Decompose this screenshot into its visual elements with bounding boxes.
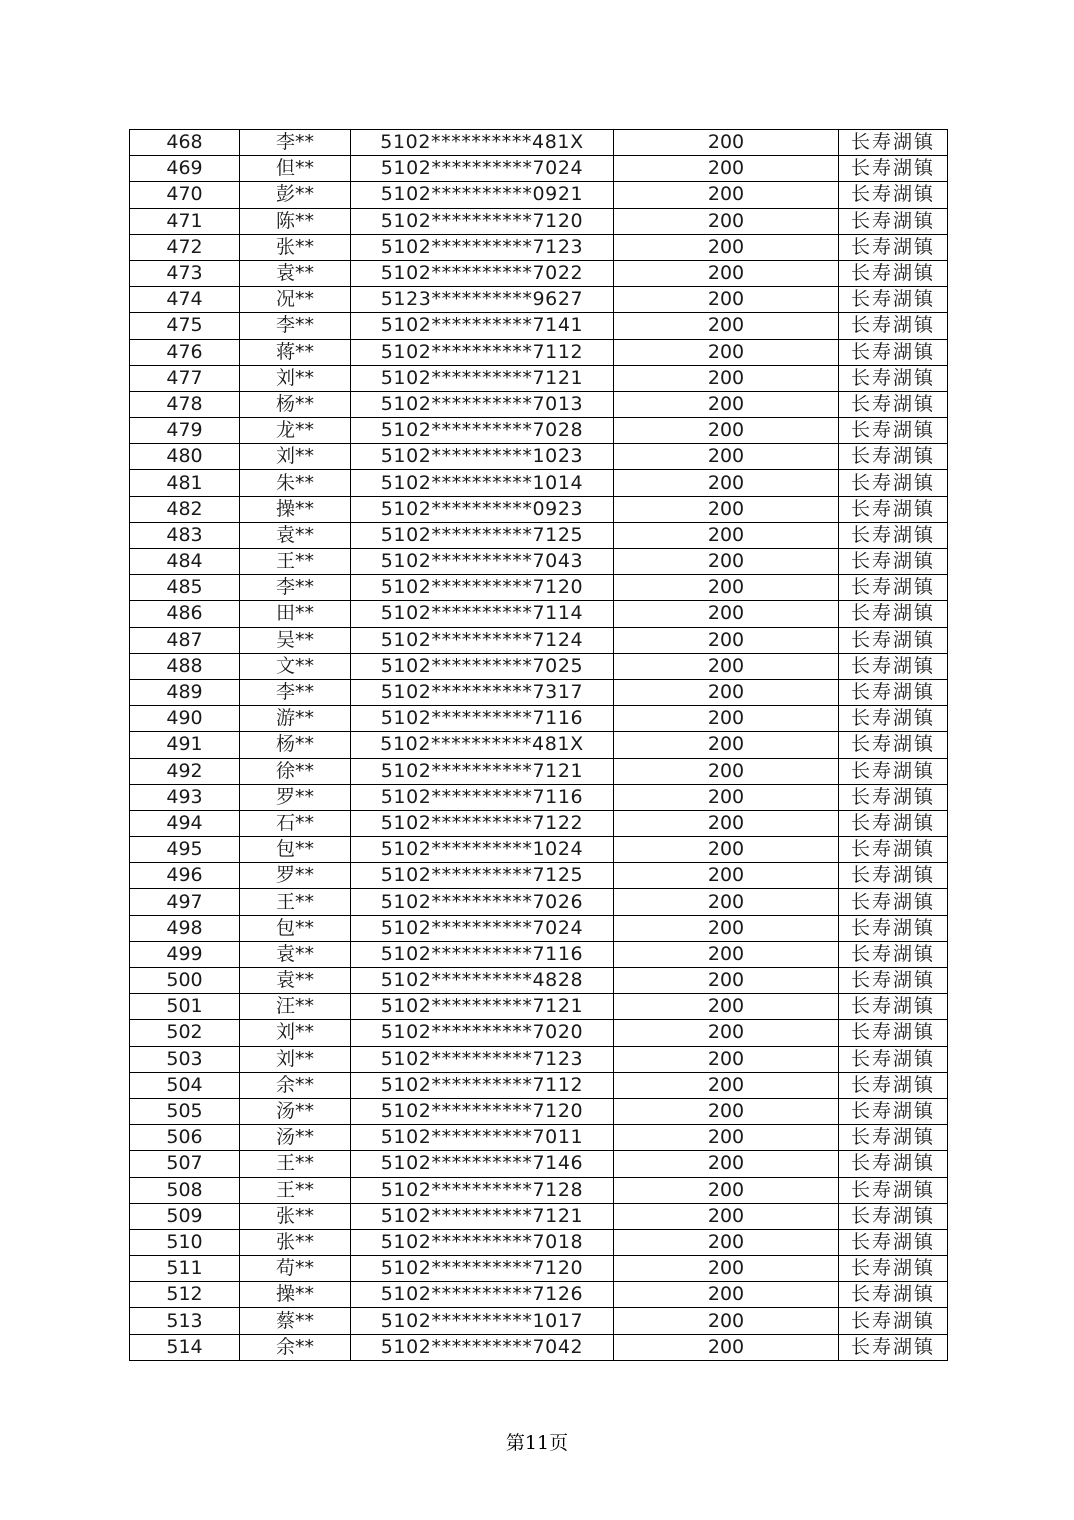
cell-town: 长寿湖镇 <box>839 601 948 627</box>
cell-amount: 200 <box>614 1282 839 1308</box>
cell-amount: 200 <box>614 156 839 182</box>
cell-id-number: 5102**********7123 <box>351 234 614 260</box>
table-row <box>130 1203 948 1229</box>
cell-id-number: 5102**********7011 <box>351 1125 614 1151</box>
cell-amount: 200 <box>614 1334 839 1360</box>
cell-serial-number: 492 <box>130 758 240 784</box>
cell-name: 袁** <box>240 522 351 548</box>
cell-town: 长寿湖镇 <box>839 1151 948 1177</box>
cell-amount: 200 <box>614 522 839 548</box>
cell-name: 徐** <box>240 758 351 784</box>
cell-name: 苟** <box>240 1256 351 1282</box>
cell-amount: 200 <box>614 182 839 208</box>
cell-name: 余** <box>240 1334 351 1360</box>
table-row <box>130 156 948 182</box>
cell-amount: 200 <box>614 968 839 994</box>
cell-name: 吴** <box>240 627 351 653</box>
cell-amount: 200 <box>614 418 839 444</box>
cell-serial-number: 498 <box>130 915 240 941</box>
cell-town: 长寿湖镇 <box>839 313 948 339</box>
cell-town: 长寿湖镇 <box>839 679 948 705</box>
cell-id-number: 5102**********0921 <box>351 182 614 208</box>
table-row <box>130 208 948 234</box>
cell-name: 李** <box>240 313 351 339</box>
cell-amount: 200 <box>614 1072 839 1098</box>
cell-id-number: 5102**********481X <box>351 732 614 758</box>
cell-id-number: 5102**********1017 <box>351 1308 614 1334</box>
cell-amount: 200 <box>614 1125 839 1151</box>
cell-id-number: 5102**********1014 <box>351 470 614 496</box>
cell-amount: 200 <box>614 444 839 470</box>
table-row <box>130 496 948 522</box>
cell-town: 长寿湖镇 <box>839 1177 948 1203</box>
cell-serial-number: 475 <box>130 313 240 339</box>
cell-amount: 200 <box>614 1151 839 1177</box>
cell-town: 长寿湖镇 <box>839 418 948 444</box>
table-row <box>130 758 948 784</box>
cell-name: 汤** <box>240 1125 351 1151</box>
cell-name: 操** <box>240 496 351 522</box>
cell-town: 长寿湖镇 <box>839 130 948 156</box>
cell-serial-number: 476 <box>130 339 240 365</box>
cell-id-number: 5102**********7116 <box>351 706 614 732</box>
table-row <box>130 234 948 260</box>
cell-town: 长寿湖镇 <box>839 889 948 915</box>
cell-town: 长寿湖镇 <box>839 470 948 496</box>
cell-serial-number: 480 <box>130 444 240 470</box>
cell-name: 蔡** <box>240 1308 351 1334</box>
cell-id-number: 5102**********7022 <box>351 260 614 286</box>
table-row <box>130 391 948 417</box>
cell-serial-number: 506 <box>130 1125 240 1151</box>
cell-town: 长寿湖镇 <box>839 968 948 994</box>
cell-serial-number: 487 <box>130 627 240 653</box>
table-row <box>130 679 948 705</box>
cell-id-number: 5102**********7120 <box>351 1098 614 1124</box>
cell-name: 文** <box>240 653 351 679</box>
cell-id-number: 5102**********7028 <box>351 418 614 444</box>
cell-serial-number: 488 <box>130 653 240 679</box>
cell-serial-number: 496 <box>130 863 240 889</box>
cell-amount: 200 <box>614 1177 839 1203</box>
cell-name: 但** <box>240 156 351 182</box>
cell-amount: 200 <box>614 627 839 653</box>
cell-town: 长寿湖镇 <box>839 1282 948 1308</box>
cell-amount: 200 <box>614 653 839 679</box>
cell-town: 长寿湖镇 <box>839 653 948 679</box>
cell-id-number: 5123**********9627 <box>351 287 614 313</box>
cell-amount: 200 <box>614 863 839 889</box>
table-row <box>130 418 948 444</box>
cell-amount: 200 <box>614 915 839 941</box>
cell-name: 杨** <box>240 732 351 758</box>
cell-serial-number: 500 <box>130 968 240 994</box>
cell-town: 长寿湖镇 <box>839 1046 948 1072</box>
cell-amount: 200 <box>614 706 839 732</box>
cell-amount: 200 <box>614 1256 839 1282</box>
cell-name: 田** <box>240 601 351 627</box>
cell-name: 袁** <box>240 260 351 286</box>
cell-serial-number: 470 <box>130 182 240 208</box>
cell-id-number: 5102**********7013 <box>351 391 614 417</box>
cell-id-number: 5102**********7116 <box>351 941 614 967</box>
cell-serial-number: 509 <box>130 1203 240 1229</box>
table-row <box>130 313 948 339</box>
table-row <box>130 889 948 915</box>
cell-name: 王** <box>240 1177 351 1203</box>
table-row <box>130 994 948 1020</box>
table-row <box>130 1020 948 1046</box>
cell-amount: 200 <box>614 1046 839 1072</box>
cell-town: 长寿湖镇 <box>839 444 948 470</box>
cell-serial-number: 468 <box>130 130 240 156</box>
table-row <box>130 784 948 810</box>
table-row <box>130 1256 948 1282</box>
cell-serial-number: 479 <box>130 418 240 444</box>
cell-town: 长寿湖镇 <box>839 496 948 522</box>
cell-name: 袁** <box>240 968 351 994</box>
cell-name: 王** <box>240 1151 351 1177</box>
cell-amount: 200 <box>614 1020 839 1046</box>
table-row <box>130 1046 948 1072</box>
cell-id-number: 5102**********7124 <box>351 627 614 653</box>
cell-town: 长寿湖镇 <box>839 784 948 810</box>
table-row <box>130 522 948 548</box>
cell-id-number: 5102**********4828 <box>351 968 614 994</box>
table-row <box>130 732 948 758</box>
cell-amount: 200 <box>614 784 839 810</box>
cell-serial-number: 510 <box>130 1229 240 1255</box>
cell-town: 长寿湖镇 <box>839 732 948 758</box>
cell-name: 杨** <box>240 391 351 417</box>
cell-amount: 200 <box>614 339 839 365</box>
cell-id-number: 5102**********7126 <box>351 1282 614 1308</box>
cell-serial-number: 474 <box>130 287 240 313</box>
cell-serial-number: 485 <box>130 575 240 601</box>
cell-amount: 200 <box>614 313 839 339</box>
cell-id-number: 5102**********7043 <box>351 549 614 575</box>
table-row <box>130 365 948 391</box>
cell-id-number: 5102**********7317 <box>351 679 614 705</box>
cell-id-number: 5102**********7024 <box>351 156 614 182</box>
table-row <box>130 1282 948 1308</box>
cell-name: 王** <box>240 549 351 575</box>
cell-serial-number: 501 <box>130 994 240 1020</box>
cell-town: 长寿湖镇 <box>839 287 948 313</box>
cell-amount: 200 <box>614 1229 839 1255</box>
roster-table <box>129 129 948 1361</box>
page-number: 第11页 <box>505 1432 569 1454</box>
cell-town: 长寿湖镇 <box>839 837 948 863</box>
cell-amount: 200 <box>614 994 839 1020</box>
table-row <box>130 1125 948 1151</box>
cell-amount: 200 <box>614 234 839 260</box>
cell-serial-number: 502 <box>130 1020 240 1046</box>
table-row <box>130 260 948 286</box>
cell-town: 长寿湖镇 <box>839 994 948 1020</box>
cell-town: 长寿湖镇 <box>839 1072 948 1098</box>
cell-serial-number: 486 <box>130 601 240 627</box>
cell-name: 游** <box>240 706 351 732</box>
cell-amount: 200 <box>614 391 839 417</box>
cell-id-number: 5102**********7123 <box>351 1046 614 1072</box>
cell-town: 长寿湖镇 <box>839 941 948 967</box>
cell-amount: 200 <box>614 365 839 391</box>
cell-id-number: 5102**********7018 <box>351 1229 614 1255</box>
cell-id-number: 5102**********7121 <box>351 365 614 391</box>
cell-id-number: 5102**********7112 <box>351 1072 614 1098</box>
cell-town: 长寿湖镇 <box>839 1334 948 1360</box>
cell-id-number: 5102**********7114 <box>351 601 614 627</box>
cell-serial-number: 491 <box>130 732 240 758</box>
table-row <box>130 1308 948 1334</box>
cell-name: 陈** <box>240 208 351 234</box>
cell-serial-number: 478 <box>130 391 240 417</box>
cell-town: 长寿湖镇 <box>839 915 948 941</box>
cell-id-number: 5102**********7025 <box>351 653 614 679</box>
cell-id-number: 5102**********7120 <box>351 575 614 601</box>
cell-serial-number: 481 <box>130 470 240 496</box>
cell-serial-number: 514 <box>130 1334 240 1360</box>
cell-name: 况** <box>240 287 351 313</box>
cell-id-number: 5102**********7125 <box>351 863 614 889</box>
cell-town: 长寿湖镇 <box>839 549 948 575</box>
cell-amount: 200 <box>614 549 839 575</box>
table-row <box>130 863 948 889</box>
cell-id-number: 5102**********7121 <box>351 758 614 784</box>
cell-amount: 200 <box>614 260 839 286</box>
table-row <box>130 1229 948 1255</box>
cell-amount: 200 <box>614 837 839 863</box>
cell-id-number: 5102**********7141 <box>351 313 614 339</box>
cell-serial-number: 504 <box>130 1072 240 1098</box>
cell-name: 操** <box>240 1282 351 1308</box>
cell-name: 罗** <box>240 784 351 810</box>
table-row <box>130 1334 948 1360</box>
cell-town: 长寿湖镇 <box>839 758 948 784</box>
table-row <box>130 706 948 732</box>
cell-name: 汤** <box>240 1098 351 1124</box>
cell-name: 李** <box>240 679 351 705</box>
cell-serial-number: 483 <box>130 522 240 548</box>
cell-town: 长寿湖镇 <box>839 1098 948 1124</box>
cell-id-number: 5102**********7122 <box>351 810 614 836</box>
cell-town: 长寿湖镇 <box>839 863 948 889</box>
cell-serial-number: 512 <box>130 1282 240 1308</box>
table-row <box>130 339 948 365</box>
cell-town: 长寿湖镇 <box>839 522 948 548</box>
table-row <box>130 837 948 863</box>
cell-town: 长寿湖镇 <box>839 182 948 208</box>
roster-table-body <box>130 130 948 1361</box>
cell-town: 长寿湖镇 <box>839 234 948 260</box>
cell-name: 李** <box>240 130 351 156</box>
cell-serial-number: 489 <box>130 679 240 705</box>
table-row <box>130 601 948 627</box>
cell-serial-number: 494 <box>130 810 240 836</box>
cell-serial-number: 490 <box>130 706 240 732</box>
cell-amount: 200 <box>614 1098 839 1124</box>
cell-town: 长寿湖镇 <box>839 1020 948 1046</box>
cell-town: 长寿湖镇 <box>839 339 948 365</box>
table-row <box>130 470 948 496</box>
cell-name: 包** <box>240 837 351 863</box>
cell-amount: 200 <box>614 496 839 522</box>
cell-amount: 200 <box>614 130 839 156</box>
table-row <box>130 130 948 156</box>
table-row <box>130 444 948 470</box>
cell-name: 朱** <box>240 470 351 496</box>
cell-serial-number: 473 <box>130 260 240 286</box>
cell-id-number: 5102**********7026 <box>351 889 614 915</box>
cell-town: 长寿湖镇 <box>839 260 948 286</box>
cell-amount: 200 <box>614 758 839 784</box>
cell-name: 石** <box>240 810 351 836</box>
cell-id-number: 5102**********7042 <box>351 1334 614 1360</box>
cell-id-number: 5102**********7121 <box>351 994 614 1020</box>
cell-amount: 200 <box>614 1203 839 1229</box>
cell-amount: 200 <box>614 889 839 915</box>
cell-id-number: 5102**********7128 <box>351 1177 614 1203</box>
table-row <box>130 627 948 653</box>
cell-id-number: 5102**********7120 <box>351 208 614 234</box>
cell-name: 刘** <box>240 1020 351 1046</box>
cell-serial-number: 493 <box>130 784 240 810</box>
cell-name: 王** <box>240 889 351 915</box>
cell-name: 袁** <box>240 941 351 967</box>
cell-id-number: 5102**********7121 <box>351 1203 614 1229</box>
cell-name: 彭** <box>240 182 351 208</box>
cell-serial-number: 482 <box>130 496 240 522</box>
cell-id-number: 5102**********7146 <box>351 1151 614 1177</box>
cell-name: 蒋** <box>240 339 351 365</box>
table-row <box>130 1177 948 1203</box>
cell-serial-number: 471 <box>130 208 240 234</box>
cell-serial-number: 503 <box>130 1046 240 1072</box>
cell-town: 长寿湖镇 <box>839 1229 948 1255</box>
cell-name: 刘** <box>240 365 351 391</box>
cell-name: 刘** <box>240 1046 351 1072</box>
cell-id-number: 5102**********7024 <box>351 915 614 941</box>
cell-town: 长寿湖镇 <box>839 1203 948 1229</box>
cell-town: 长寿湖镇 <box>839 365 948 391</box>
cell-town: 长寿湖镇 <box>839 810 948 836</box>
cell-town: 长寿湖镇 <box>839 1308 948 1334</box>
cell-amount: 200 <box>614 941 839 967</box>
table-row <box>130 810 948 836</box>
table-row <box>130 968 948 994</box>
cell-name: 汪** <box>240 994 351 1020</box>
cell-town: 长寿湖镇 <box>839 1256 948 1282</box>
table-row <box>130 653 948 679</box>
cell-id-number: 5102**********7125 <box>351 522 614 548</box>
cell-town: 长寿湖镇 <box>839 391 948 417</box>
cell-serial-number: 499 <box>130 941 240 967</box>
cell-town: 长寿湖镇 <box>839 156 948 182</box>
table-row <box>130 575 948 601</box>
cell-serial-number: 495 <box>130 837 240 863</box>
table-row <box>130 941 948 967</box>
cell-serial-number: 507 <box>130 1151 240 1177</box>
cell-name: 龙** <box>240 418 351 444</box>
cell-amount: 200 <box>614 208 839 234</box>
table-row <box>130 915 948 941</box>
cell-name: 罗** <box>240 863 351 889</box>
cell-serial-number: 469 <box>130 156 240 182</box>
table-row <box>130 1151 948 1177</box>
cell-serial-number: 505 <box>130 1098 240 1124</box>
table-row <box>130 1098 948 1124</box>
cell-amount: 200 <box>614 810 839 836</box>
table-row <box>130 287 948 313</box>
cell-id-number: 5102**********7020 <box>351 1020 614 1046</box>
cell-amount: 200 <box>614 601 839 627</box>
table-row <box>130 182 948 208</box>
cell-id-number: 5102**********0923 <box>351 496 614 522</box>
cell-amount: 200 <box>614 732 839 758</box>
cell-amount: 200 <box>614 575 839 601</box>
cell-name: 张** <box>240 1229 351 1255</box>
cell-serial-number: 508 <box>130 1177 240 1203</box>
cell-amount: 200 <box>614 1308 839 1334</box>
cell-town: 长寿湖镇 <box>839 627 948 653</box>
cell-name: 余** <box>240 1072 351 1098</box>
cell-id-number: 5102**********1024 <box>351 837 614 863</box>
cell-name: 刘** <box>240 444 351 470</box>
cell-amount: 200 <box>614 287 839 313</box>
cell-id-number: 5102**********1023 <box>351 444 614 470</box>
cell-name: 张** <box>240 1203 351 1229</box>
cell-town: 长寿湖镇 <box>839 706 948 732</box>
cell-id-number: 5102**********7112 <box>351 339 614 365</box>
cell-serial-number: 472 <box>130 234 240 260</box>
cell-serial-number: 511 <box>130 1256 240 1282</box>
cell-name: 李** <box>240 575 351 601</box>
cell-id-number: 5102**********481X <box>351 130 614 156</box>
cell-serial-number: 497 <box>130 889 240 915</box>
cell-serial-number: 484 <box>130 549 240 575</box>
cell-serial-number: 477 <box>130 365 240 391</box>
cell-town: 长寿湖镇 <box>839 1125 948 1151</box>
cell-amount: 200 <box>614 679 839 705</box>
cell-name: 张** <box>240 234 351 260</box>
cell-id-number: 5102**********7120 <box>351 1256 614 1282</box>
table-row <box>130 549 948 575</box>
cell-town: 长寿湖镇 <box>839 575 948 601</box>
cell-town: 长寿湖镇 <box>839 208 948 234</box>
cell-serial-number: 513 <box>130 1308 240 1334</box>
cell-name: 包** <box>240 915 351 941</box>
cell-amount: 200 <box>614 470 839 496</box>
cell-id-number: 5102**********7116 <box>351 784 614 810</box>
table-row <box>130 1072 948 1098</box>
